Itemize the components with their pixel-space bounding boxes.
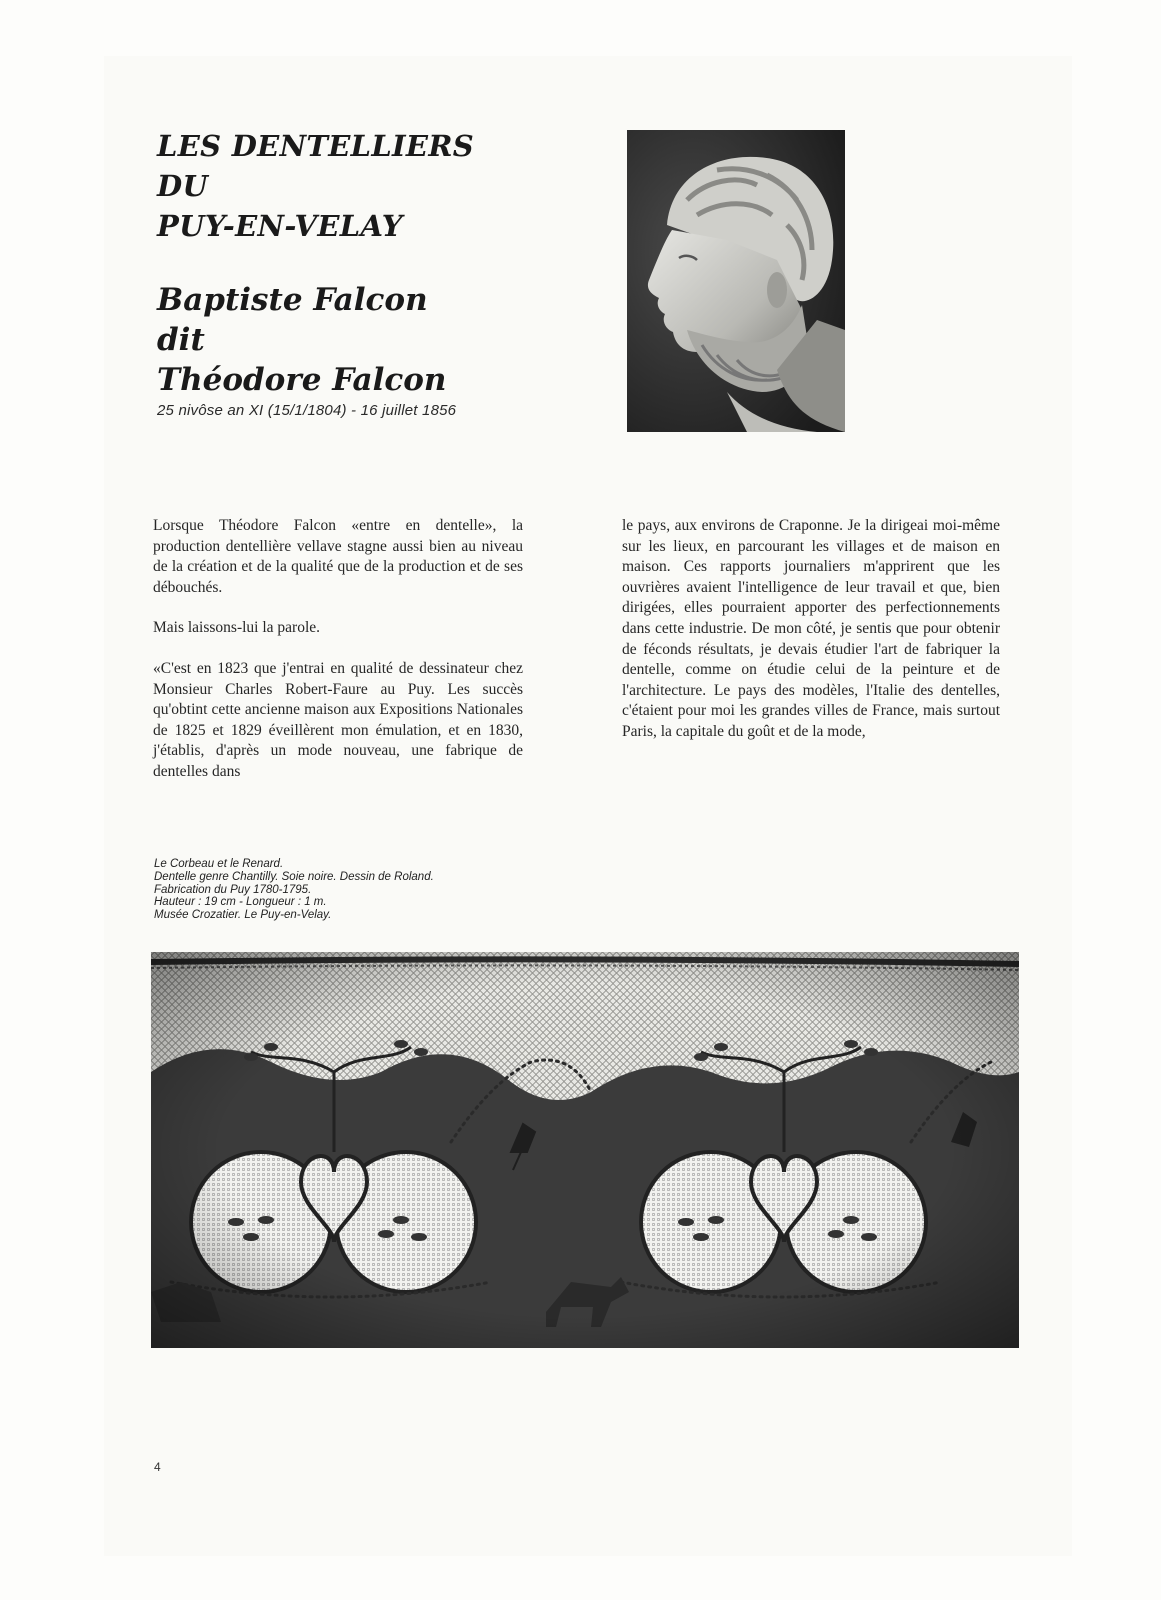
- body-paragraph: «C'est en 1823 que j'entrai en qualité de dessinateur chez Monsieur Charles Robert-Faure au Puy. Les succès qu'obtint cette ancienne maison aux Expositions Nationales de 1825 et 1829 éveillèrent mon émulation, et en 1830, j'établis, d'après un mode nouveau, une fabrique de dentelles dans: [153, 659, 523, 780]
- main-title-line: LES DENTELLIERS: [157, 129, 474, 163]
- text-column-left: [153, 516, 523, 803]
- bust-profile-image: [627, 130, 845, 432]
- body-paragraph: Mais laissons-lui la parole.: [153, 619, 321, 637]
- subtitle-line: Baptiste Falcon: [157, 282, 428, 318]
- caption-line: Musée Crozatier. Le Puy-en-Velay.: [154, 909, 332, 922]
- main-title: [157, 126, 587, 246]
- portrait-photo: [627, 130, 845, 432]
- caption-line: Fabrication du Puy 1780-1795.: [154, 883, 312, 896]
- life-dates: 25 nivôse an XI (15/1/1804) - 16 juillet 1856: [157, 402, 457, 419]
- image-caption: [154, 858, 554, 922]
- subtitle-line: Théodore Falcon: [157, 362, 447, 398]
- lace-photo: [151, 952, 1019, 1348]
- page-number: 4: [154, 1460, 161, 1474]
- caption-line: Hauteur : 19 cm - Longueur : 1 m.: [154, 896, 327, 909]
- caption-line: Le Corbeau et le Renard.: [154, 858, 284, 870]
- text-column-right: [622, 516, 1000, 763]
- title-block: [157, 126, 587, 419]
- body-paragraph: Lorsque Théodore Falcon «entre en dentelle», la production dentellière vellave stagne aussi bien au niveau de la création et de la qualité que de la production et de ses débouchés.: [153, 517, 523, 596]
- lace-pattern-image: [151, 952, 1019, 1348]
- subtitle: [157, 280, 587, 400]
- main-title-line: PUY-EN-VELAY: [157, 209, 403, 243]
- main-title-line: DU: [157, 169, 209, 203]
- caption-line: Dentelle genre Chantilly. Soie noire. Dessin de Roland.: [154, 870, 434, 883]
- body-paragraph: le pays, aux environs de Craponne. Je la dirigeai moi-même sur les lieux, en parcourant les villages et de maison en maison. Ces rapports journaliers m'apprirent que les ouvrières avaient l'intelligence de leur travail et que, bien dirigées, elles pourraient apporter des perfectionnements dans cette industrie. De mon côté, je sentis que pour obtenir de féconds résultats, je devais étudier l'art de fabriquer la dentelle, comme on étudie celui de la peinture et de l'architecture. Le pays des modèles, l'Italie des dentelles, c'étaient pour moi les grandes villes de France, mais surtout Paris, la capitale du goût et de la mode,: [622, 517, 1000, 740]
- subtitle-line: dit: [157, 322, 205, 358]
